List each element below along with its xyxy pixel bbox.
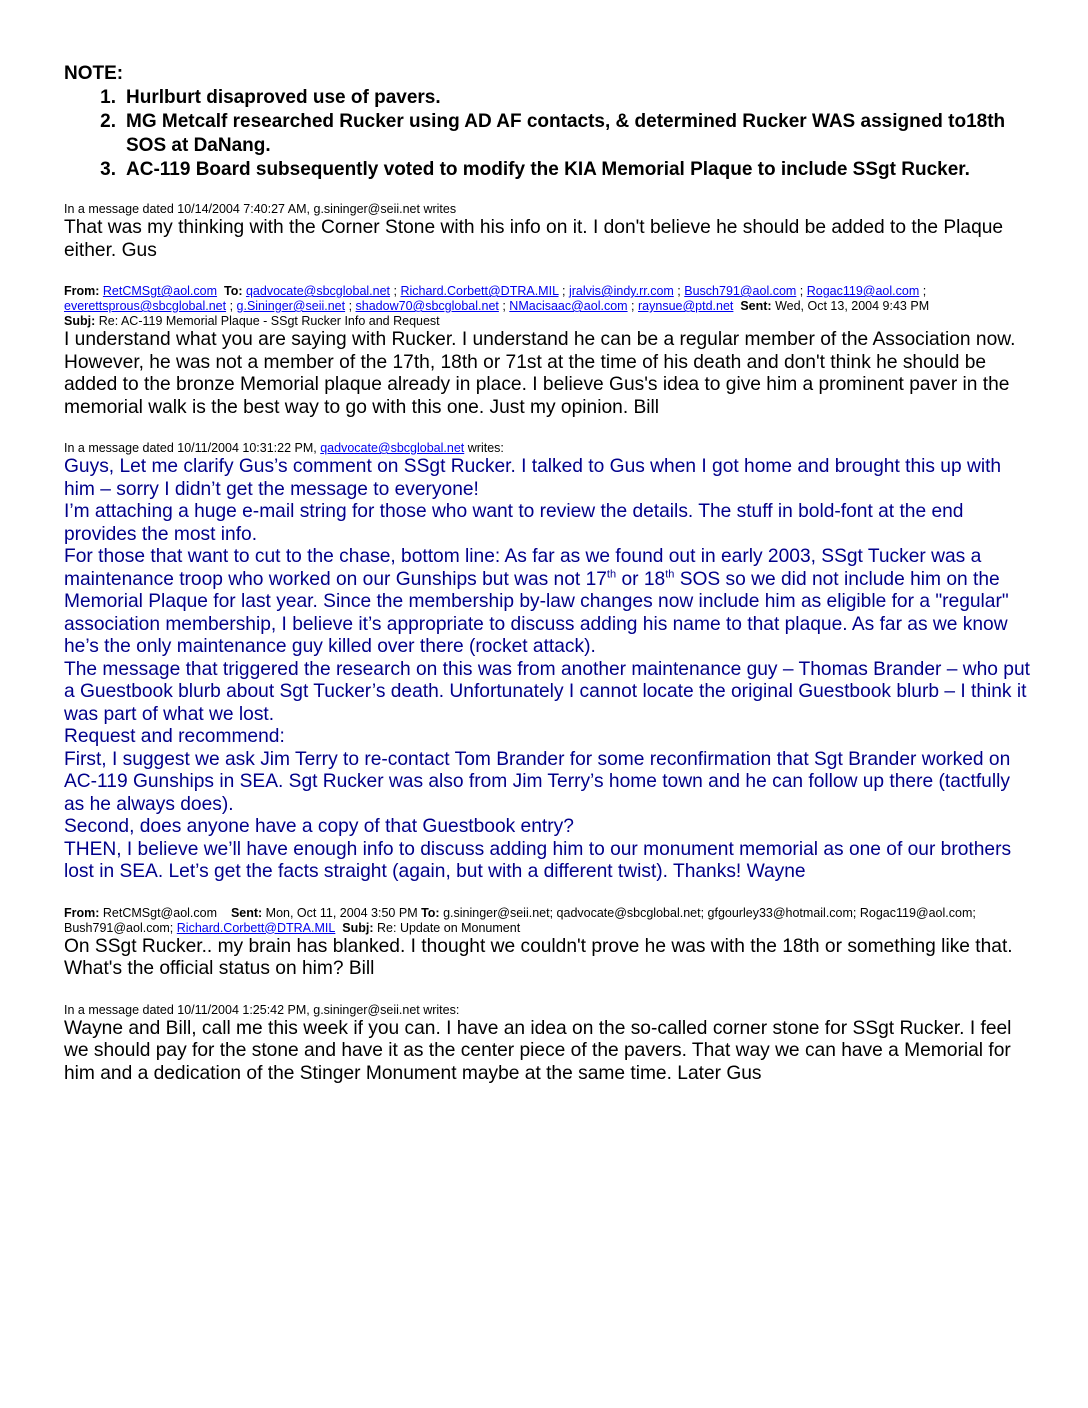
email-header: From: RetCMSgt@aol.com To: qadvocate@sbcglobal.net ; Richard.Corbett@DTRA.MIL ; jralvis@indy.rr.com ; Busch791@aol.com ; Rogac119@aol.com ; everettsprous@sbcglobal.net ; g.Sininger@seii.net ; shadow70@sbcglobal.net ; NMacisaac@aol.com ; raynsue@ptd.net Sent: Wed, Oct 13, 2004 9:43 PM Subj: Re: AC-119 Memorial Plaque - SSgt Rucker Info and Request	[64, 284, 930, 328]
email-link[interactable]: qadvocate@sbcglobal.net	[320, 441, 465, 455]
paragraph: The message that triggered the research on this was from another maintenance guy – Thomas Brander – who put a Guestbook blurb about Sgt Tucker’s death. Unfortunately I cannot locate the original Guestbook blurb – I think it was part of what we lost.	[64, 658, 1030, 725]
paragraph: Second, does anyone have a copy of that Guestbook entry?	[64, 816, 574, 837]
note-list	[64, 86, 1030, 182]
note-text: AC-119 Board subsequently voted to modify the KIA Memorial Plaque to include SSgt Rucker.	[126, 159, 970, 180]
note-number: 2.	[100, 111, 116, 132]
message-header: In a message dated 10/14/2004 7:40:27 AM, g.sininger@seii.net writes	[64, 202, 457, 216]
note-text: MG Metcalf researched Rucker using AD AF contacts, & determined Rucker WAS assigned to18th SOS at DaNang.	[126, 111, 1006, 156]
message-body: On SSgt Rucker.. my brain has blanked. I thought we couldn't prove he was with the 18th or something like that. What's the official status on him? Bill	[64, 935, 1013, 979]
subject-label: Subj:	[342, 920, 374, 935]
email-link[interactable]: everettsprous@sbcglobal.net	[64, 299, 227, 313]
sent-date: Mon, Oct 11, 2004 3:50 PM	[265, 905, 418, 920]
text-run: For those that want to cut to the chase, bottom line: As far as we found out in early 2003, SSgt Tucker was a maintenance troop who worked on our Gunships but was not 17	[64, 546, 982, 590]
paragraph	[64, 546, 1030, 659]
email-link[interactable]: Richard.Corbett@DTRA.MIL	[176, 920, 336, 935]
note-number: 1.	[100, 87, 116, 108]
from-label: From:	[64, 905, 100, 920]
to-addresses: g.sininger@seii.net; qadvocate@sbcglobal.net; gfgourley33@hotmail.com; Rogac119@aol.com; Bush791@aol.com;	[64, 905, 976, 935]
subject-label: Subj:	[64, 314, 96, 328]
message-header	[64, 441, 1030, 456]
email-link[interactable]: Richard.Corbett@DTRA.MIL	[400, 284, 559, 298]
paragraph: THEN, I believe we’ll have enough info to discuss adding him to our monument memorial as one of our brothers lost in SEA. Let’s get the facts straight (again, but with a different twist). Thanks! Wayne	[64, 838, 1012, 882]
from-label: From:	[64, 284, 100, 298]
email-link[interactable]: Busch791@aol.com	[684, 284, 797, 298]
email-link[interactable]: raynsue@ptd.net	[638, 299, 734, 313]
paragraph: Request and recommend:	[64, 726, 285, 747]
superscript: th	[665, 568, 675, 581]
email-link[interactable]: Rogac119@aol.com	[806, 284, 920, 298]
note-item	[64, 86, 1030, 110]
header-suffix: writes:	[467, 441, 504, 455]
message-body: Wayne and Bill, call me this week if you can. I have an idea on the so-called corner stone for SSgt Rucker. I feel we should pay for the stone and have it as the center piece of the pavers. That way we can have a Memorial for him and a dedication of the Stinger Monument maybe at the same time. Later Gus	[64, 1017, 1012, 1084]
header-prefix: In a message dated 10/11/2004 10:31:22 PM,	[64, 441, 317, 455]
email-link[interactable]: NMacisaac@aol.com	[509, 299, 628, 313]
note-number: 3.	[100, 159, 116, 180]
message-body: That was my thinking with the Corner Stone with his info on it. I don't believe he should be added to the Plaque either. Gus	[64, 217, 1004, 261]
to-label: To:	[223, 284, 243, 298]
sent-date: Wed, Oct 13, 2004 9:43 PM	[775, 299, 930, 313]
email-link[interactable]: jralvis@indy.rr.com	[568, 284, 674, 298]
email-header	[64, 906, 1030, 936]
note-item	[64, 110, 1030, 158]
email-link[interactable]: shadow70@sbcglobal.net	[355, 299, 499, 313]
subject-text: Re: AC-119 Memorial Plaque - SSgt Rucker Info and Request	[98, 314, 440, 328]
text-run: or 18	[616, 568, 666, 590]
message-header: In a message dated 10/11/2004 1:25:42 PM, g.sininger@seii.net writes:	[64, 1002, 460, 1017]
subject-text: Re: Update on Monument	[377, 920, 521, 935]
message-body: I understand what you are saying with Rucker. I understand he can be a regular member of the Association now. However, he was not a member of the 17th, 18th or 71st at the time of his death and don't think he should be added to the bronze Memorial plaque already in place. I believe Gus's idea to give him a prominent paver in the memorial walk is the best way to go with this one. Just my opinion. Bill	[64, 329, 1016, 418]
email-link[interactable]: qadvocate@sbcglobal.net	[245, 284, 391, 298]
paragraph: I’m attaching a huge e-mail string for those who want to review the details. The stuff in bold-font at the end provides the most info.	[64, 501, 964, 545]
to-label: To:	[421, 905, 440, 920]
superscript: th	[606, 568, 617, 581]
from-address: RetCMSgt@aol.com	[102, 905, 218, 920]
sent-label: Sent:	[740, 299, 772, 313]
text-run: SOS so we did not include him on the Memorial Plaque for last year. Since the membership by-law changes now include him as eligible for a "regular" association membership, I believe it’s appropriate to discuss adding his name to that plaque. As far as we know he’s the only maintenance guy killed over there (rocket attack).	[64, 568, 1009, 657]
paragraph: Guys, Let me clarify Gus’s comment on SSgt Rucker. I talked to Gus when I got home and brought this up with him – sorry I didn’t get the message to everyone!	[64, 456, 1002, 500]
email-link[interactable]: RetCMSgt@aol.com	[102, 284, 218, 298]
email-link[interactable]: g.Sininger@seii.net	[236, 299, 346, 313]
document-page	[64, 62, 1030, 1085]
note-item	[64, 158, 1030, 182]
note-title: NOTE:	[64, 63, 124, 84]
message-body	[64, 456, 1030, 884]
paragraph: First, I suggest we ask Jim Terry to re-contact Tom Brander for some reconfirmation that Sgt Brander worked on AC-119 Gunships in SEA. Sgt Rucker was also from Jim Terry’s home town and he can follow up there (tactfully as he always does).	[64, 748, 1011, 815]
note-text: Hurlburt disaproved use of pavers.	[126, 87, 441, 108]
sent-label: Sent:	[230, 905, 263, 920]
